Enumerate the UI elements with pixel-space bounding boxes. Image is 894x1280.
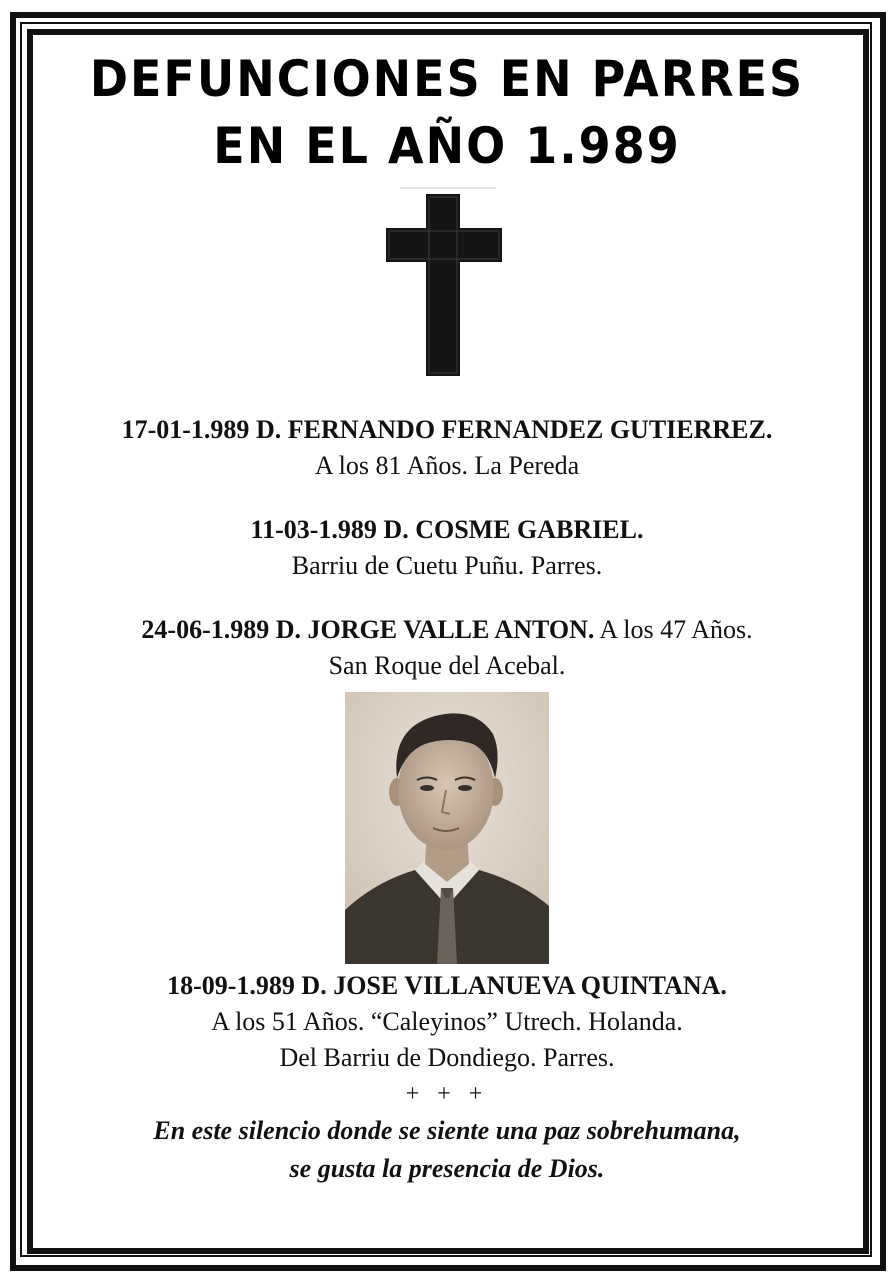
cross-separator: + + + xyxy=(405,1081,489,1107)
entry-origin: Del Barriu de Dondiego. Parres. xyxy=(279,1043,615,1072)
death-entry xyxy=(40,968,854,1076)
entry-detail: A los 81 Años. La Pereda xyxy=(314,451,580,480)
entry-detail: Barriu de Cuetu Puñu. Parres. xyxy=(291,551,603,580)
entry-name: D. JORGE VALLE ANTON. xyxy=(275,615,595,644)
entry-name: D. JOSE VILLANUEVA QUINTANA. xyxy=(301,971,727,1000)
entry-date: 18-09-1.989 xyxy=(167,971,295,1000)
closing-quote xyxy=(40,1112,854,1188)
portrait-image xyxy=(345,692,549,964)
death-entry xyxy=(40,612,854,684)
entry-detail: A los 51 Años. “Caleyinos” Utrech. Holanda. xyxy=(211,1007,683,1036)
quote-line-2: se gusta la presencia de Dios. xyxy=(289,1154,605,1183)
death-entry xyxy=(40,512,854,584)
entry-detail: San Roque del Acebal. xyxy=(328,651,566,680)
entry-name: D. COSME GABRIEL. xyxy=(383,515,644,544)
entry-date: 11-03-1.989 xyxy=(250,515,377,544)
cross-icon xyxy=(380,182,514,378)
cross-container xyxy=(40,182,854,382)
entry-date: 17-01-1.989 xyxy=(121,415,250,444)
page-title xyxy=(40,45,854,179)
quote-line-1: En este silencio donde se siente una paz sobrehumana, xyxy=(153,1116,741,1145)
title-line-1: DEFUNCIONES EN PARRES xyxy=(89,49,805,108)
portrait-photo xyxy=(345,692,549,964)
entry-name: D. FERNANDO FERNANDEZ GUTIERREZ. xyxy=(255,415,773,444)
death-entry xyxy=(40,412,854,484)
title-line-2: EN EL AÑO 1.989 xyxy=(213,116,681,175)
entry-age: A los 47 Años. xyxy=(599,615,753,644)
obituary-page xyxy=(40,40,854,1188)
entry-date: 24-06-1.989 xyxy=(141,615,270,644)
